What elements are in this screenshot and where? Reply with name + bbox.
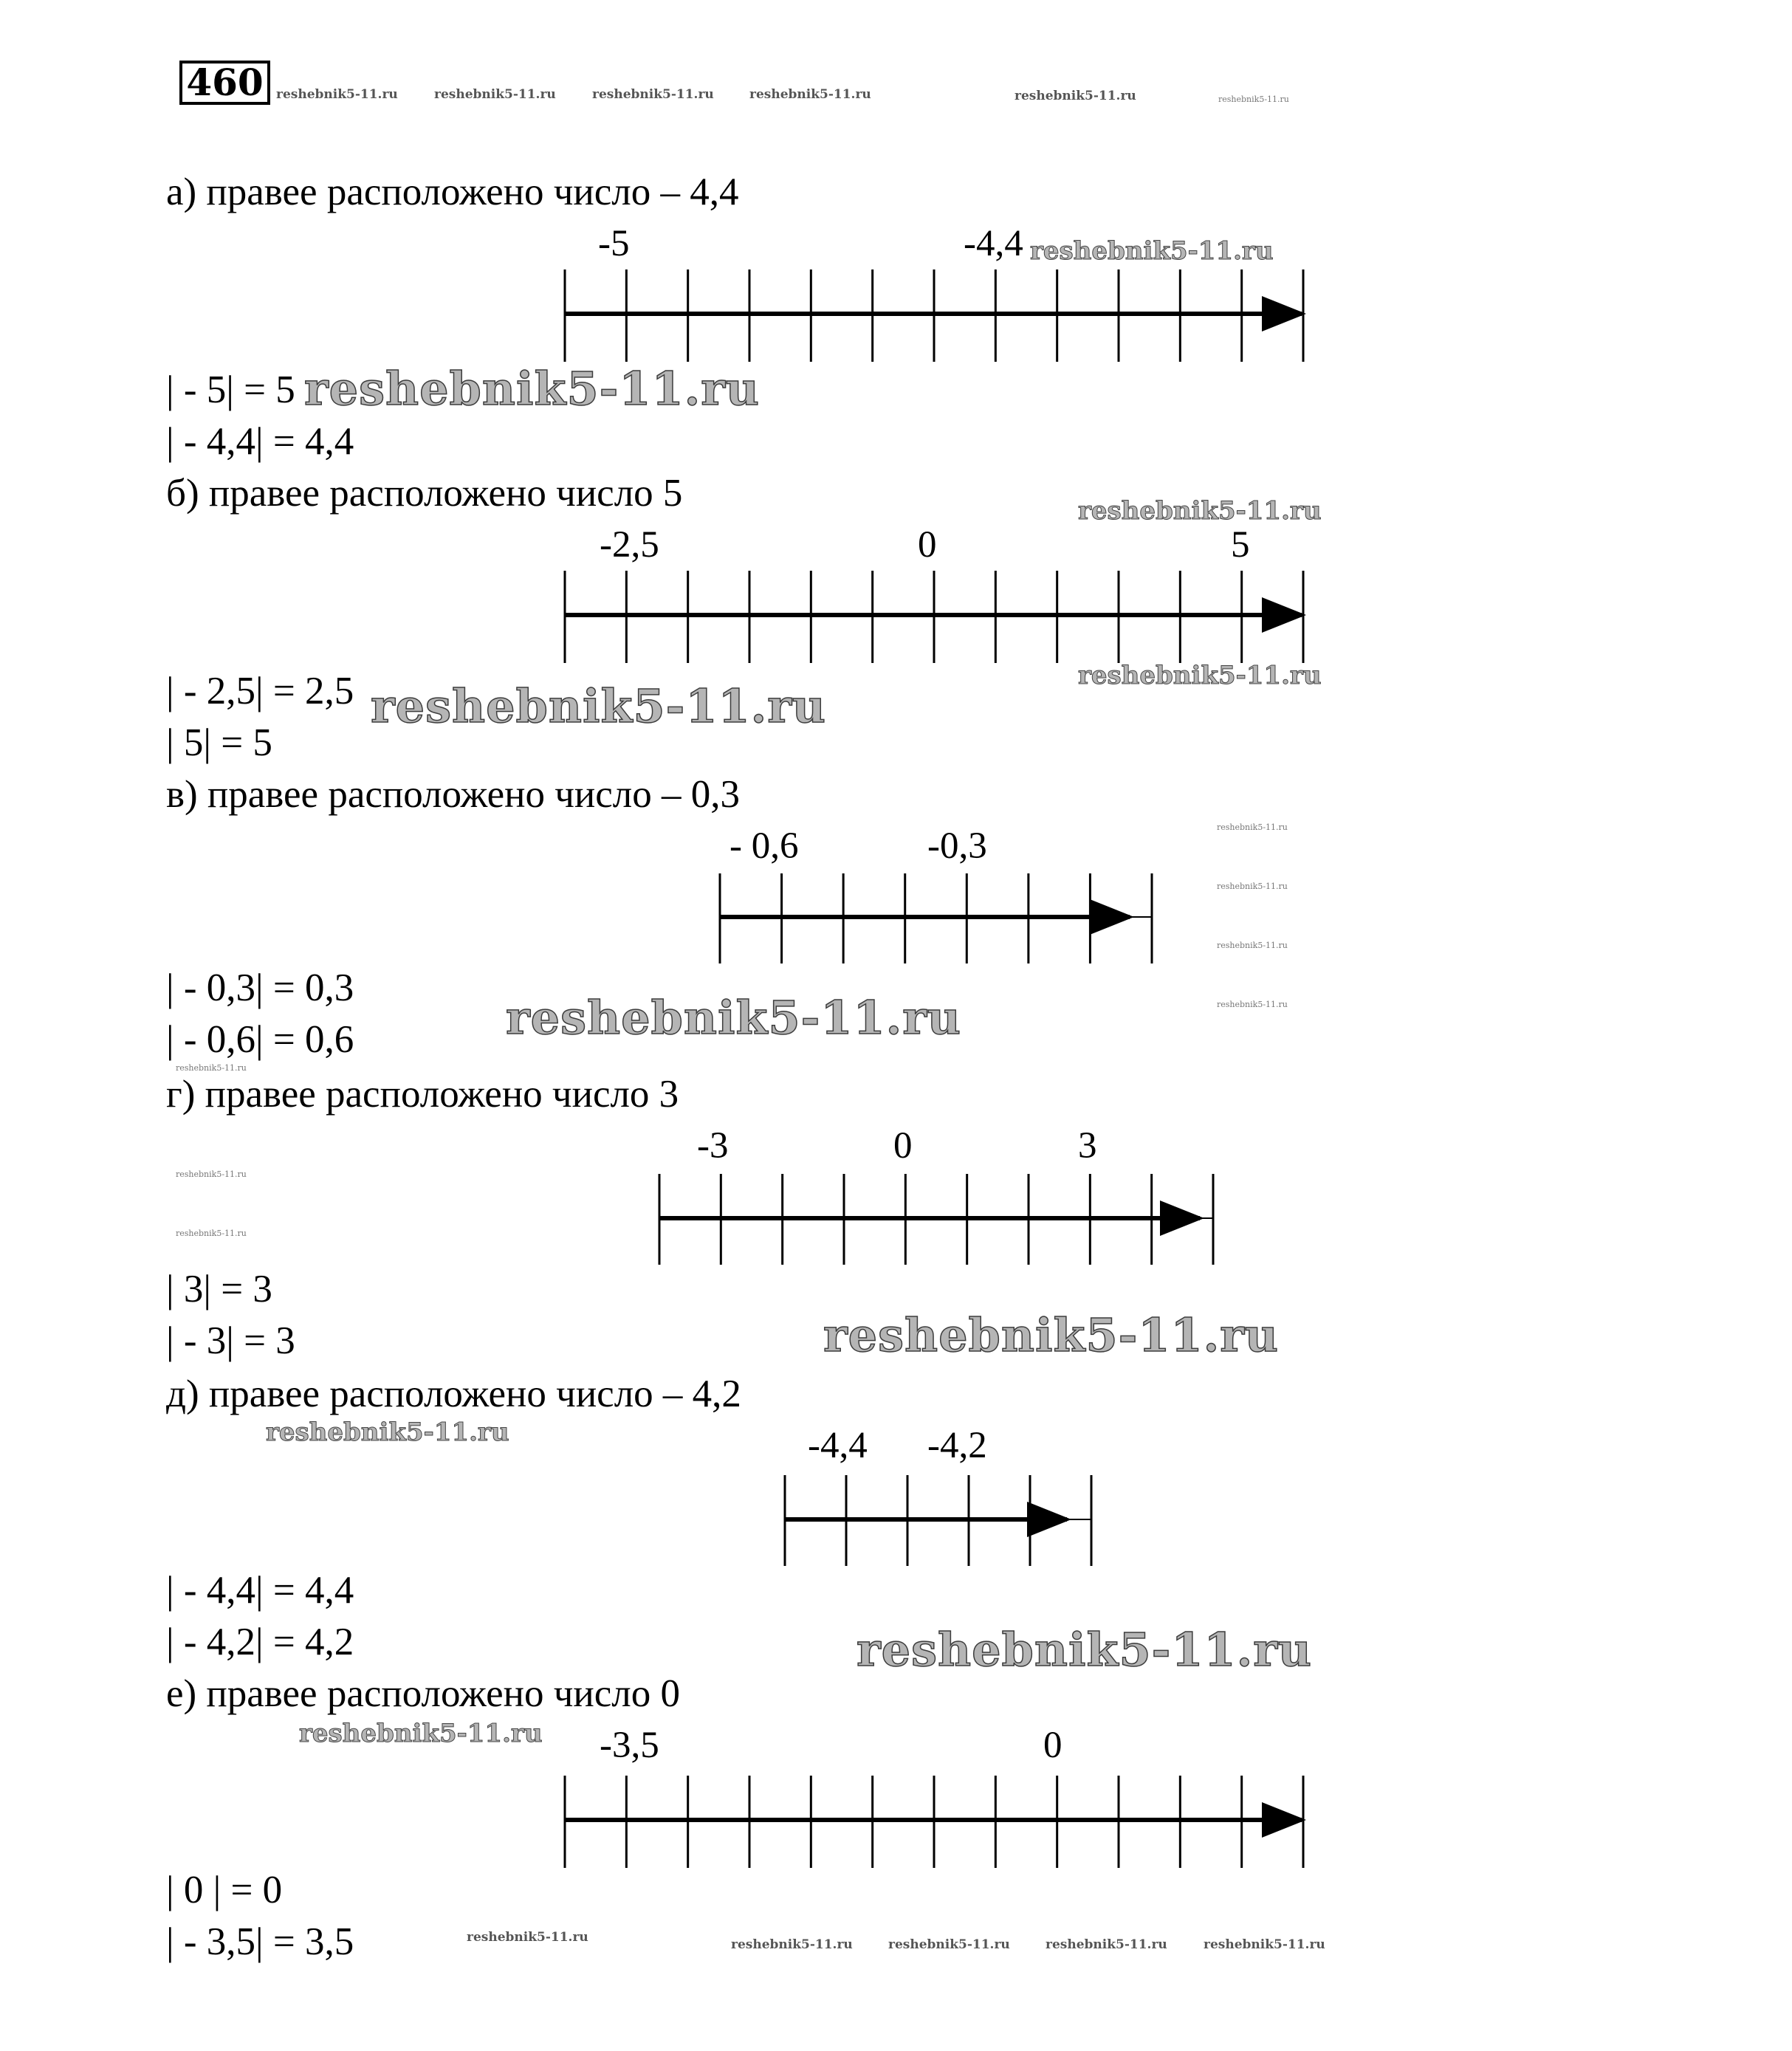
heading-c: в) правее расположено число – 0,3 <box>166 773 740 816</box>
problem-number: 460 <box>179 61 270 105</box>
heading-b: б) правее расположено число 5 <box>166 472 683 515</box>
watermark: reshebnik5-11.ru <box>1078 661 1322 690</box>
axis-label-b-3: 5 <box>1231 524 1250 566</box>
heading-a: а) правее расположено число – 4,4 <box>166 171 739 213</box>
watermark: reshebnik5-11.ru <box>731 1937 853 1952</box>
watermark: reshebnik5-11.ru <box>266 1418 509 1447</box>
watermark: reshebnik5-11.ru <box>856 1623 1312 1677</box>
watermark: reshebnik5-11.ru <box>276 87 398 102</box>
axis-label-a-1: -5 <box>598 223 630 264</box>
watermark: reshebnik5-11.ru <box>1218 95 1289 104</box>
axis-label-d-2: 0 <box>893 1125 913 1167</box>
watermark: reshebnik5-11.ru <box>749 87 871 102</box>
line-f-2: | - 3,5| = 3,5 <box>166 1920 354 1963</box>
watermark: reshebnik5-11.ru <box>888 1937 1010 1952</box>
watermark: reshebnik5-11.ru <box>176 1229 247 1238</box>
line-c-1: | - 0,3| = 0,3 <box>166 966 354 1009</box>
axis-label-b-2: 0 <box>918 524 937 566</box>
number-line-c <box>720 873 1152 963</box>
axis-label-d-1: -3 <box>697 1125 729 1167</box>
watermark: reshebnik5-11.ru <box>592 87 714 102</box>
number-line-b <box>565 571 1303 663</box>
heading-e: д) правее расположено число – 4,2 <box>166 1373 741 1415</box>
heading-f: е) правее расположено число 0 <box>166 1672 680 1715</box>
line-e-1: | - 4,4| = 4,4 <box>166 1569 354 1612</box>
axis-label-b-1: -2,5 <box>600 524 659 566</box>
axis-label-c-2: -0,3 <box>927 825 987 867</box>
line-d-1: | 3| = 3 <box>166 1268 272 1310</box>
watermark: reshebnik5-11.ru <box>299 1719 543 1748</box>
number-line-d <box>659 1174 1213 1265</box>
watermark: reshebnik5-11.ru <box>304 362 760 416</box>
watermark: reshebnik5-11.ru <box>176 1063 247 1073</box>
line-b-1: | - 2,5| = 2,5 <box>166 670 354 712</box>
axis-label-a-2: -4,4 <box>964 223 1023 264</box>
number-line-a <box>565 269 1303 362</box>
line-d-2: | - 3| = 3 <box>166 1319 295 1362</box>
axis-label-c-1: - 0,6 <box>729 825 799 867</box>
watermark: reshebnik5-11.ru <box>1078 496 1322 526</box>
watermark: reshebnik5-11.ru <box>467 1930 588 1945</box>
axis-label-f-1: -3,5 <box>600 1725 659 1766</box>
watermark: reshebnik5-11.ru <box>434 87 556 102</box>
watermark: reshebnik5-11.ru <box>823 1308 1279 1362</box>
number-line-f <box>565 1776 1303 1868</box>
axis-label-e-1: -4,4 <box>808 1425 868 1466</box>
watermark: reshebnik5-11.ru <box>1046 1937 1167 1952</box>
line-c-2: | - 0,6| = 0,6 <box>166 1018 354 1061</box>
axis-label-d-3: 3 <box>1078 1125 1097 1167</box>
watermark: reshebnik5-11.ru <box>1217 1000 1288 1009</box>
number-line-e <box>785 1475 1091 1566</box>
watermark: reshebnik5-11.ru <box>1217 941 1288 950</box>
watermark: reshebnik5-11.ru <box>1030 236 1274 266</box>
watermark: reshebnik5-11.ru <box>371 679 826 733</box>
line-b-2: | 5| = 5 <box>166 721 272 764</box>
watermark: reshebnik5-11.ru <box>1217 882 1288 891</box>
line-a-2: | - 4,4| = 4,4 <box>166 420 354 463</box>
line-f-1: | 0 | = 0 <box>166 1869 283 1911</box>
line-a-1: | - 5| = 5 <box>166 368 295 411</box>
watermark: reshebnik5-11.ru <box>176 1169 247 1179</box>
axis-label-f-2: 0 <box>1043 1725 1063 1766</box>
line-e-2: | - 4,2| = 4,2 <box>166 1621 354 1663</box>
watermark: reshebnik5-11.ru <box>1204 1937 1325 1952</box>
axis-label-e-2: -4,2 <box>927 1425 987 1466</box>
watermark: reshebnik5-11.ru <box>1217 822 1288 832</box>
watermark: reshebnik5-11.ru <box>506 991 961 1045</box>
watermark: reshebnik5-11.ru <box>1015 89 1136 103</box>
heading-d: г) правее расположено число 3 <box>166 1073 679 1116</box>
